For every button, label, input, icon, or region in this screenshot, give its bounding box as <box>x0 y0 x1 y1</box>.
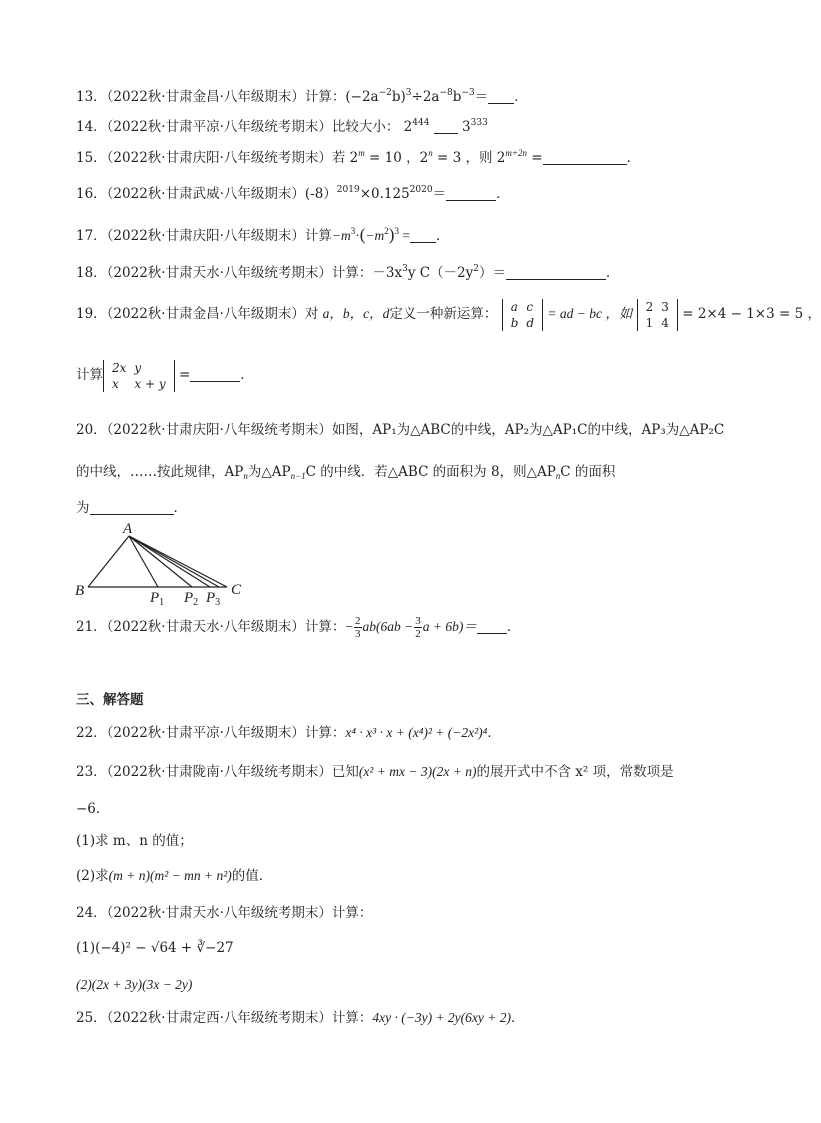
q16-prefix: 16．（2022秋·甘肃武威·八年级期末）(-8） <box>76 186 337 202</box>
question-25: 25．（2022秋·甘肃定西·八年级统考期末）计算：4xy · (−3y) + 2y(6xy + 2)． <box>76 1010 525 1026</box>
q19-eq1: = ad − bc ，如 <box>547 306 633 321</box>
question-23-line1: 23．（2022秋·甘肃陇南·八年级统考期末）已知(x² + mx − 3)(2x + n)的展开式中不含 x² 项，常数项是 <box>76 764 674 780</box>
question-19 <box>76 296 821 332</box>
question-23-line2: −6． <box>76 801 110 817</box>
q17-expr: $-m^3\cdot(-m^2)^3$ = <box>331 225 410 244</box>
question-24-part2: (2)(2x + 3y)(3x − 2y) <box>76 977 193 992</box>
question-17: 17．（2022秋·甘肃庆阳·八年级期末）计算$-m^3\cdot(-m^2)^3$ = ． <box>76 225 450 244</box>
segment-AP3 <box>129 536 210 587</box>
q22-expr: x⁴ · x³ · x + (x⁴)² + (−2x²)⁴ <box>345 725 488 740</box>
triangle-figure <box>72 520 252 606</box>
question-22: 22．（2022秋·甘肃平凉·八年级期末）计算：x⁴ · x³ · x + (x⁴)² + (−2x²)⁴． <box>76 725 501 741</box>
question-13: 13．（2022秋·甘肃金昌·八年级期末）计算：$(-2a^{-2}b)^3\div 2a^{-8}b^{-3}=$ ． <box>76 88 528 105</box>
question-23-part1: (1)求 m、n 的值； <box>76 833 193 849</box>
question-20-line3: 为 ． <box>76 500 187 516</box>
question-20-line2: 的中线，……按此规律，$AP_n$为$\triangle AP_{n-1}C$ 的中线．若△ABC 的面积为 8，则$\triangle AP_nC$ 的面积 <box>76 464 616 481</box>
label-B: B <box>75 583 85 599</box>
q21-prefix: 21．（2022秋·甘肃天水·八年级期末）计算： <box>76 619 346 635</box>
q14-expr: $2^{444}$ $3^{333}$ <box>403 118 488 135</box>
question-21: 21．（2022秋·甘肃天水·八年级期末）计算：− $\frac{2}{3}$ ab(6ab − $\frac{3}{2}$ a + 6b)＝ ． <box>76 615 521 641</box>
segment-AB <box>88 536 129 587</box>
determinant-example: 2 3 1 4 <box>637 299 678 331</box>
q25-expr: 4xy · (−3y) + 2y(6xy + 2) <box>372 1010 512 1025</box>
question-18: 18．（2022秋·甘肃天水·八年级统考期末）计算：$-3x^3y$ $C(-2y^2)=$ ． <box>76 264 620 281</box>
answer-blank <box>434 119 458 134</box>
segment-AP4 <box>129 536 219 587</box>
question-23-part2: (2)求(m + n)(m² − mn + n²)的值． <box>76 868 273 884</box>
label-P2: $P_2$ <box>184 590 199 608</box>
answer-blank <box>190 367 240 382</box>
determinant-abcd: a c b d <box>502 299 543 331</box>
segment-AP2 <box>129 536 192 587</box>
answer-blank <box>477 619 507 634</box>
answer-blank <box>410 228 436 243</box>
question-14 <box>76 113 488 137</box>
q17-prefix: 17．（2022秋·甘肃庆阳·八年级期末）计算 <box>76 228 332 244</box>
q23-expr: (x² + mx − 3)(2x + n) <box>358 764 477 779</box>
question-19-calc: 计算 2x y x x + y = ． <box>76 360 254 391</box>
q15-expr: $2^m = 10$ ，$2^n = 3$ ，则 $2^{m+2n}$ = <box>349 148 543 166</box>
q19-vars: a，b，c，d <box>322 306 390 321</box>
determinant-question: 2x y x x + y <box>103 360 175 392</box>
q13-expr: $(-2a^{-2}b)^3\div 2a^{-8}b^{-3}=$ <box>345 88 489 105</box>
label-C: C <box>231 582 242 598</box>
question-20-line1: 20．（2022秋·甘肃庆阳·八年级统考期末）如图，AP₁为△ABC的中线，AP₂为△AP₁C的中线，AP₃为△AP₂C <box>76 422 725 438</box>
label-P3: $P_3$ <box>206 590 221 608</box>
q13-prefix: 13．（2022秋·甘肃金昌·八年级期末）计算： <box>76 89 346 105</box>
question-24: 24．（2022秋·甘肃天水·八年级统考期末）计算： <box>76 905 373 921</box>
q19-prefix: 19．（2022秋·甘肃金昌·八年级期末）对 <box>76 306 323 322</box>
label-P1: $P_1$ <box>150 590 165 608</box>
question-16: 16．（2022秋·甘肃武威·八年级期末）$(-8)^{2019}\times 0.125^{2020}=$ ． <box>76 185 510 202</box>
q19-eq2: = 2×4 − 1×3 = 5 ， <box>682 306 821 322</box>
question-15: 15．（2022秋·甘肃庆阳·八年级统考期末）若 $2^m = 10$ ，$2^n = 3$ ，则 $2^{m+2n}$ = ． <box>76 148 641 166</box>
label-A: A <box>123 521 133 537</box>
question-24-part1: (1)(−4)² − √64 + ∛−27 <box>76 940 234 956</box>
q14-prefix: 14．（2022秋·甘肃平凉·八年级统考期末）比较大小： <box>76 119 400 135</box>
answer-blank <box>506 265 606 280</box>
q19-def: 定义一种新运算： <box>389 306 498 322</box>
q21-expr: − $\frac{2}{3}$ ab(6ab − $\frac{3}{2}$ a + 6b)＝ <box>345 615 477 641</box>
section-heading: 三、解答题 <box>76 692 144 708</box>
answer-blank <box>488 89 514 104</box>
answer-blank <box>543 150 627 165</box>
q18-text: 18．（2022秋·甘肃天水·八年级统考期末）计算：$-3x^3y$ $C(-2y^2)=$ <box>76 264 507 281</box>
answer-blank <box>446 186 496 201</box>
q19-calc-label: 计算 <box>76 367 103 383</box>
answer-blank <box>90 500 174 515</box>
q15-prefix: 15．（2022秋·甘肃庆阳·八年级统考期末）若 <box>76 150 350 166</box>
